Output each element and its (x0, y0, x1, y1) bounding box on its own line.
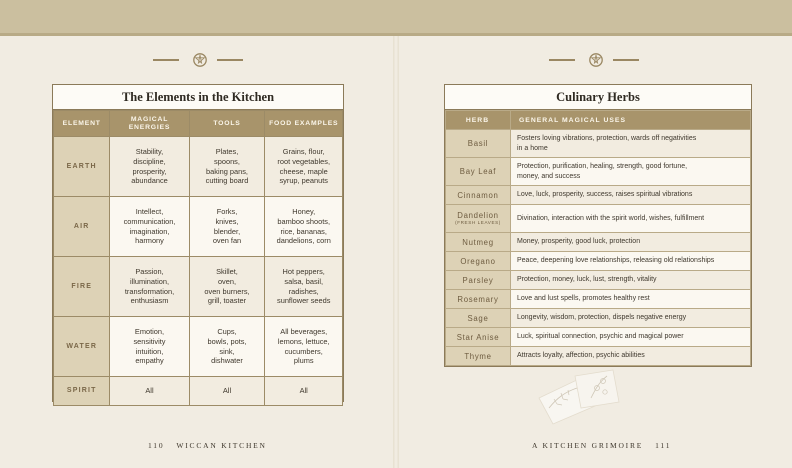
element-name: AIR (54, 197, 110, 257)
elements-table (53, 110, 343, 406)
herb-name: Parsley (446, 271, 511, 290)
herb-uses: Peace, deepening love relationships, releasing old relationships (511, 252, 751, 271)
column-header: GENERAL MAGICAL USES (511, 111, 751, 130)
column-header: ELEMENT (54, 111, 110, 137)
tools-cell: Cups, bowls, pots, sink, dishwater (189, 317, 265, 377)
elements-table-header (54, 111, 343, 137)
herb-uses: Protection, purification, healing, strength, good fortune, money, and success (511, 158, 751, 186)
column-header: TOOLS (189, 111, 265, 137)
elements-table-panel (52, 84, 344, 402)
herb-name: Thyme (446, 347, 511, 366)
column-header: FOOD EXAMPLES (265, 111, 343, 137)
tools-cell: All (189, 377, 265, 406)
page-number: 110 (148, 441, 165, 450)
herb-name: Nutmeg (446, 233, 511, 252)
left-page-folio (148, 441, 267, 450)
element-name: SPIRIT (54, 377, 110, 406)
herb-subtitle: (FRESH LEAVES) (455, 220, 501, 225)
herb-name: Sage (446, 309, 511, 328)
triple-moon-pentacle-icon (549, 52, 639, 68)
table-row (446, 205, 751, 233)
column-header: HERB (446, 111, 511, 130)
table-row (446, 158, 751, 186)
tools-cell: Forks, knives, blender, oven fan (189, 197, 265, 257)
book-gutter (393, 36, 399, 468)
table-row (446, 252, 751, 271)
running-title: WICCAN KITCHEN (176, 441, 267, 450)
energies-cell: Stability, discipline, prosperity, abundance (110, 137, 189, 197)
table-row (446, 271, 751, 290)
energies-cell: All (110, 377, 189, 406)
table-row (54, 257, 343, 317)
table-row (54, 377, 343, 406)
herb-name: Oregano (446, 252, 511, 271)
element-name: WATER (54, 317, 110, 377)
table-row (446, 290, 751, 309)
running-title: A KITCHEN GRIMOIRE (532, 441, 644, 450)
table-row (446, 233, 751, 252)
column-header: MAGICAL ENERGIES (110, 111, 189, 137)
table-row (54, 317, 343, 377)
herb-name: Cinnamon (446, 186, 511, 205)
table-row (54, 197, 343, 257)
food-cell: Hot peppers, salsa, basil, radishes, sunflower seeds (265, 257, 343, 317)
food-cell: Grains, flour, root vegetables, cheese, maple syrup, peanuts (265, 137, 343, 197)
element-name: EARTH (54, 137, 110, 197)
herb-uses: Attracts loyalty, affection, psychic abilities (511, 347, 751, 366)
herb-name: Bay Leaf (446, 158, 511, 186)
table-row (446, 186, 751, 205)
table-row (446, 347, 751, 366)
table-row (446, 130, 751, 158)
right-page-folio (532, 441, 671, 450)
herb-uses: Money, prosperity, good luck, protection (511, 233, 751, 252)
tools-cell: Skillet, oven, oven burners, grill, toaster (189, 257, 265, 317)
herbs-table-panel (444, 84, 752, 367)
herb-uses: Longevity, wisdom, protection, dispels negative energy (511, 309, 751, 328)
element-name: FIRE (54, 257, 110, 317)
food-cell: All (265, 377, 343, 406)
herb-sketch-illustration (535, 368, 621, 426)
herb-uses: Divination, interaction with the spirit world, wishes, fulfillment (511, 205, 751, 233)
herbs-table-header (446, 111, 751, 130)
herb-name: Star Anise (446, 328, 511, 347)
energies-cell: Passion, illumination, transformation, enthusiasm (110, 257, 189, 317)
triple-moon-pentacle-icon (153, 52, 243, 68)
herb-uses: Love, luck, prosperity, success, raises spiritual vibrations (511, 186, 751, 205)
page-number: 111 (655, 441, 672, 450)
herb-uses: Luck, spiritual connection, psychic and magical power (511, 328, 751, 347)
herb-uses: Protection, money, luck, lust, strength, vitality (511, 271, 751, 290)
herbs-table-title: Culinary Herbs (445, 85, 751, 110)
energies-cell: Intellect, communication, imagination, harmony (110, 197, 189, 257)
food-cell: Honey, bamboo shoots, rice, bananas, dandelions, corn (265, 197, 343, 257)
table-row (446, 328, 751, 347)
energies-cell: Emotion, sensitivity intuition, empathy (110, 317, 189, 377)
herbs-table (445, 110, 751, 366)
elements-table-title: The Elements in the Kitchen (53, 85, 343, 110)
food-cell: All beverages, lemons, lettuce, cucumbers, plums (265, 317, 343, 377)
tools-cell: Plates, spoons, baking pans, cutting board (189, 137, 265, 197)
table-row (54, 137, 343, 197)
herb-name: Dandelion (FRESH LEAVES) (446, 205, 511, 233)
herb-uses: Fosters loving vibrations, protection, wards off negativities in a home (511, 130, 751, 158)
herb-name: Basil (446, 130, 511, 158)
herb-name: Rosemary (446, 290, 511, 309)
herb-uses: Love and lust spells, promotes healthy rest (511, 290, 751, 309)
top-band (0, 0, 792, 36)
table-row (446, 309, 751, 328)
